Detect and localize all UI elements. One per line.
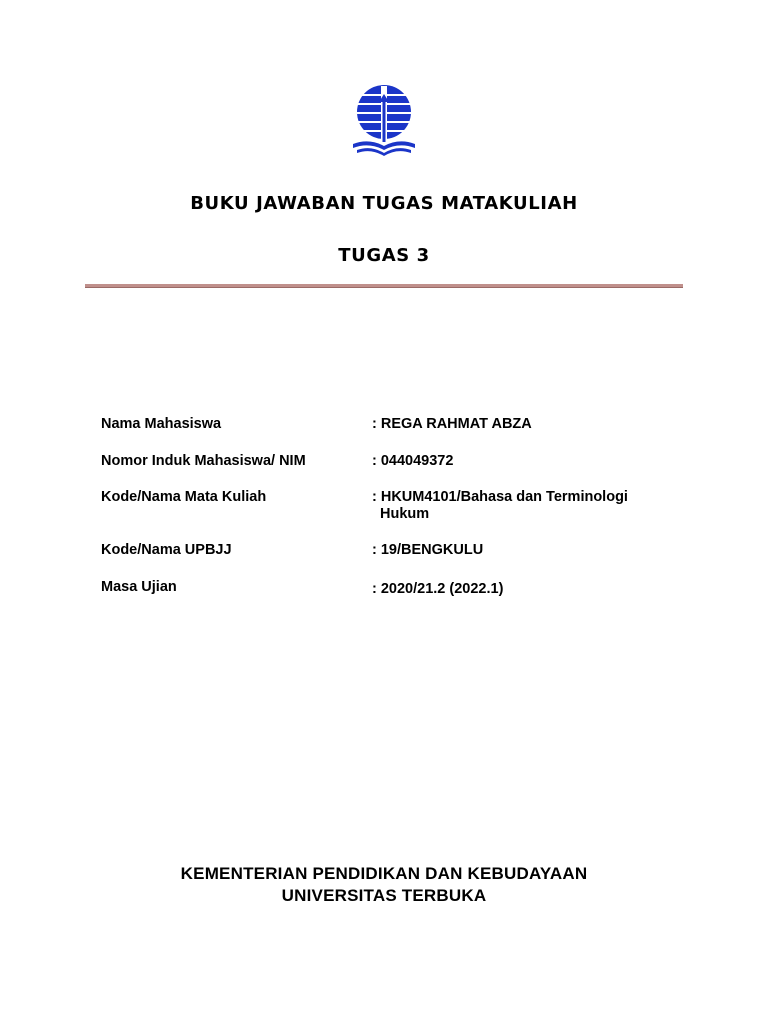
upbjj-label: Kode/Nama UPBJJ (101, 542, 232, 558)
nama-label: Nama Mahasiswa (101, 416, 222, 432)
masa-ujian-label: Masa Ujian (101, 579, 177, 595)
nim-label: Nomor Induk Mahasiswa/ NIM (101, 453, 306, 469)
nim-value: : 044049372 (372, 453, 454, 469)
university-name: UNIVERSITAS TERBUKA (281, 886, 487, 905)
masa-ujian-value: : 2020/21.2 (2022.1) (372, 581, 504, 597)
title-divider (85, 284, 683, 288)
nama-value: : REGA RAHMAT ABZA (372, 416, 532, 432)
upbjj-value: : 19/BENGKULU (372, 542, 484, 558)
mata-kuliah-label: Kode/Nama Mata Kuliah (101, 489, 267, 505)
assignment-number: TUGAS 3 (338, 245, 430, 266)
document-title: BUKU JAWABAN TUGAS MATAKULIAH (190, 193, 578, 214)
ministry-name: KEMENTERIAN PENDIDIKAN DAN KEBUDAYAAN (180, 864, 588, 883)
mata-kuliah-value-continued: Hukum (380, 506, 430, 522)
mata-kuliah-value: : HKUM4101/Bahasa dan Terminologi (372, 489, 628, 505)
university-logo-icon (347, 84, 421, 158)
